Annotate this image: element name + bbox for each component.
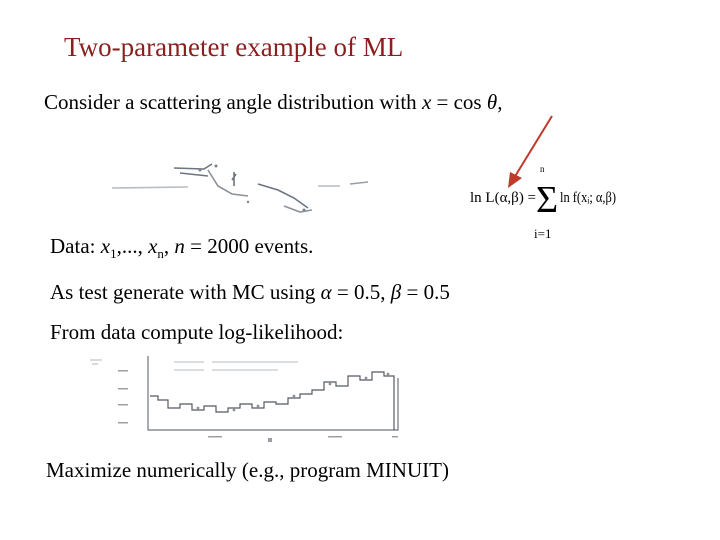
data-x1: x (100, 234, 111, 258)
histogram-image (88, 348, 418, 448)
data-dots: ,..., (116, 234, 149, 258)
mc-beta: β (390, 280, 402, 304)
data-label: Data: (50, 234, 101, 258)
pdf-formula-image (108, 152, 408, 220)
data-xn: x (148, 234, 158, 258)
mc-text (50, 280, 450, 305)
sum-icon: Σ (536, 179, 559, 221)
page-title: Two-parameter example of ML (64, 32, 404, 62)
maximize-text: Maximize numerically (e.g., program MINUIT) (46, 458, 449, 482)
formula-rhs: ln f(xᵢ; α,β) (560, 190, 617, 206)
log-likelihood-text: From data compute log-likelihood: (50, 320, 344, 344)
mc-alpha-value: = 0.5, (331, 280, 391, 304)
intro-suffix: , (497, 90, 503, 114)
formula-sum-bottom: i=1 (534, 226, 552, 241)
mc-alpha: α (320, 280, 332, 304)
formula-sum-top: n (540, 164, 545, 174)
data-n: n (174, 234, 185, 258)
data-rest: = 2000 events. (184, 234, 314, 258)
data-text (50, 234, 313, 262)
mc-beta-value: = 0.5 (401, 280, 450, 304)
data-sub1: 1 (110, 246, 117, 262)
intro-eq: = cos (431, 90, 487, 114)
data-comma: , (163, 234, 175, 258)
formula-lhs: ln L(α,β) = (470, 190, 537, 206)
log-likelihood-formula (468, 152, 618, 242)
intro-var-x: x (421, 90, 432, 114)
mc-prefix: As test generate with MC using (50, 280, 321, 304)
intro-prefix: Consider a scattering angle distribution with (44, 90, 422, 114)
intro-text (44, 90, 502, 115)
intro-theta: θ (486, 90, 498, 114)
data-subn: n (157, 246, 164, 262)
